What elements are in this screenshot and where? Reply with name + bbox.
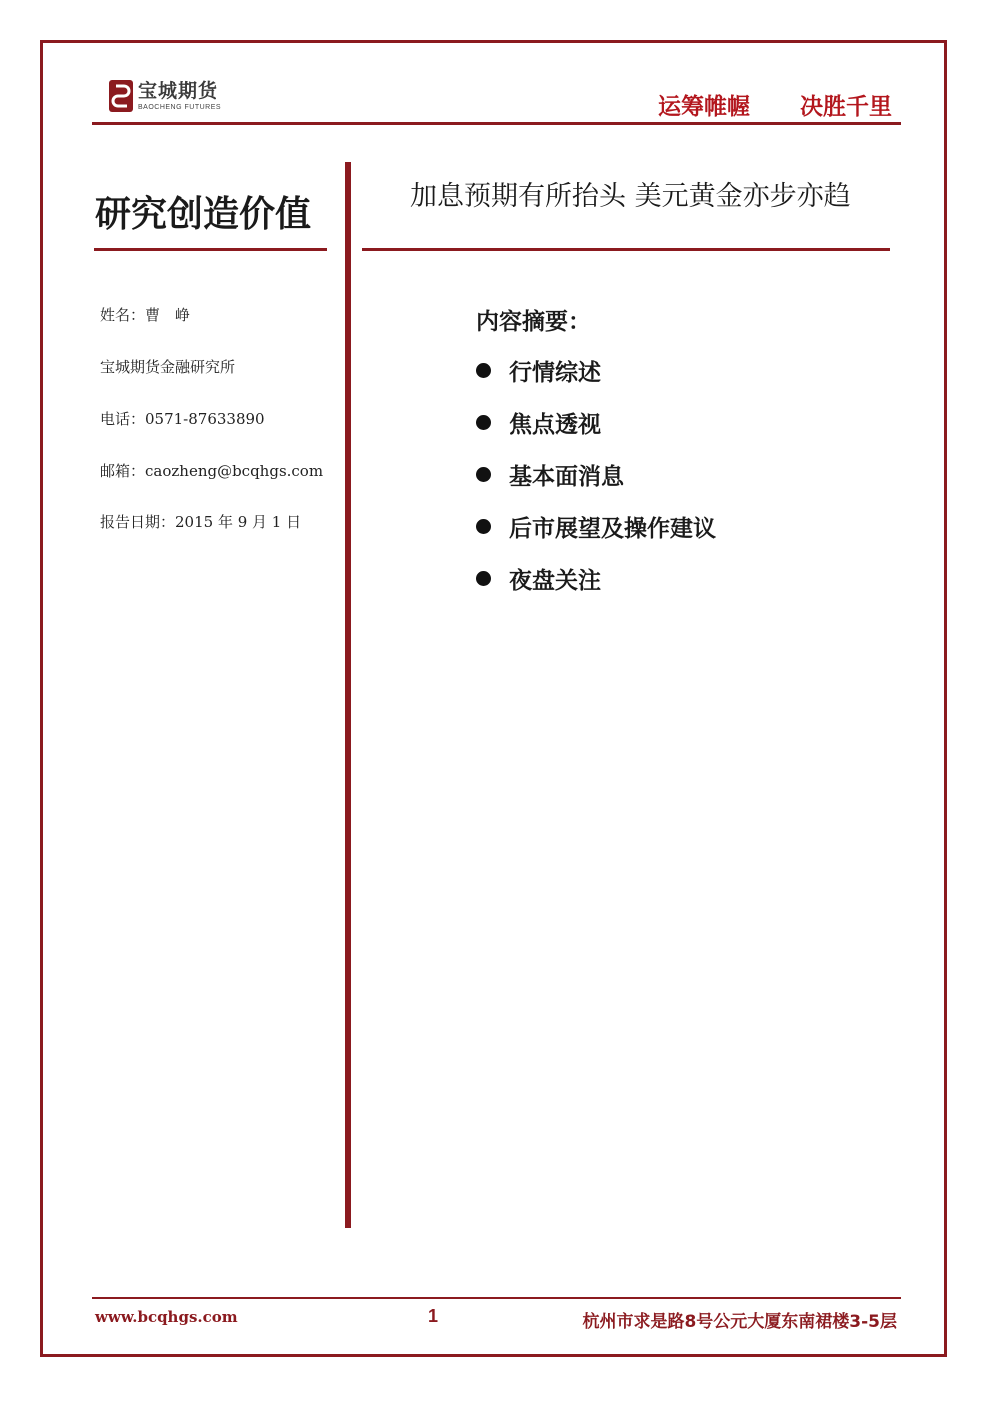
logo-english-name: BAOCHENG FUTURES	[138, 103, 222, 111]
page-number: 1	[428, 1306, 439, 1326]
baocheng-logo-icon	[108, 79, 134, 113]
bullet-icon	[476, 467, 491, 482]
brand-title: 研究创造价值	[95, 194, 312, 235]
author-email: 邮箱：caozheng@bcqhgs.com	[100, 462, 324, 480]
bullet-icon	[476, 415, 491, 430]
summary-item	[476, 510, 716, 543]
summary-item-label: 焦点透视	[509, 412, 601, 438]
bullet-icon	[476, 571, 491, 586]
footer-address: 杭州市求是路8号公元大厦东南裙楼3-5层	[582, 1312, 897, 1332]
bullet-icon	[476, 363, 491, 378]
logo-chinese-name: 宝城期货	[138, 79, 219, 102]
summary-item-label: 基本面消息	[509, 464, 624, 490]
header-divider	[92, 122, 901, 125]
summary-item-label: 夜盘关注	[509, 568, 601, 594]
author-institute: 宝城期货金融研究所	[100, 358, 236, 376]
report-title-underline	[362, 248, 890, 251]
header-slogan	[658, 88, 892, 121]
summary-item	[476, 354, 601, 387]
summary-item-label: 后市展望及操作建议	[509, 516, 716, 542]
report-title: 加息预期有所抬头 美元黄金亦步亦趋	[410, 181, 851, 212]
slogan-left: 运筹帷幄	[658, 94, 750, 120]
summary-item	[476, 406, 601, 439]
summary-item-label: 行情综述	[509, 360, 601, 386]
summary-item	[476, 458, 624, 491]
bullet-icon	[476, 519, 491, 534]
slogan-right: 决胜千里	[800, 94, 892, 120]
company-logo	[108, 78, 221, 114]
author-phone: 电话：0571-87633890	[100, 410, 265, 428]
author-name: 姓名：曹 峥	[100, 306, 191, 324]
summary-item	[476, 562, 601, 595]
vertical-divider	[345, 162, 351, 1228]
footer-website-link[interactable]: www.bcqhgs.com	[95, 1308, 238, 1326]
report-date: 报告日期：2015 年 9 月 1 日	[100, 513, 302, 531]
brand-title-underline	[94, 248, 327, 251]
footer-divider	[92, 1297, 901, 1299]
summary-heading: 内容摘要：	[476, 309, 591, 335]
page-border	[40, 40, 947, 1357]
